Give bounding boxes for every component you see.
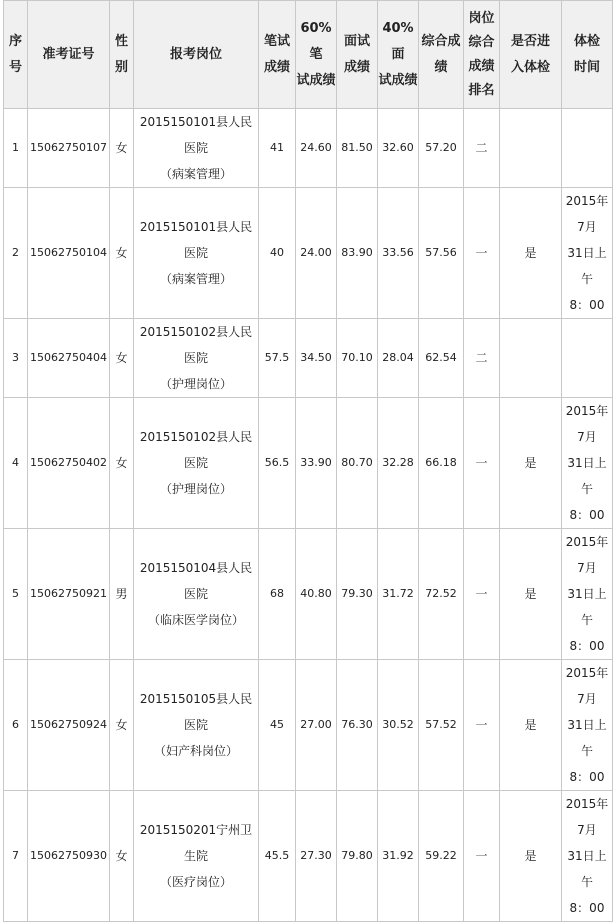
cell-no: 3: [4, 319, 28, 398]
header-no: 序 号: [4, 1, 28, 109]
header-gender: 性 别: [110, 1, 134, 109]
cell-written-60: 34.50: [296, 319, 337, 398]
cell-written: 68: [259, 529, 296, 660]
cell-interview: 81.50: [337, 109, 378, 188]
cell-written-60: 27.00: [296, 660, 337, 791]
cell-interview-40: 33.56: [378, 188, 419, 319]
cell-no: 2: [4, 188, 28, 319]
cell-interview: 79.80: [337, 791, 378, 922]
cell-exam: [500, 109, 562, 188]
cell-rank: 一: [464, 529, 500, 660]
cell-written: 41: [259, 109, 296, 188]
cell-rank: 二: [464, 319, 500, 398]
cell-no: 4: [4, 398, 28, 529]
cell-gender: 女: [110, 188, 134, 319]
cell-id: 15062750921: [28, 529, 110, 660]
cell-exam: 是: [500, 529, 562, 660]
cell-no: 7: [4, 791, 28, 922]
cell-interview-40: 32.28: [378, 398, 419, 529]
cell-gender: 女: [110, 791, 134, 922]
header-written: 笔试 成绩: [259, 1, 296, 109]
header-exam: 是否进 入体检: [500, 1, 562, 109]
cell-interview: 76.30: [337, 660, 378, 791]
table-row: [4, 109, 613, 188]
cell-exam: 是: [500, 791, 562, 922]
cell-written: 56.5: [259, 398, 296, 529]
cell-post: 2015150101县人民医院 （病案管理）: [134, 188, 259, 319]
header-row: [4, 1, 613, 109]
cell-post: 2015150101县人民医院 （病案管理）: [134, 109, 259, 188]
cell-time: 2015年7月 31日上午 8：00: [562, 660, 613, 791]
cell-time: 2015年7月 31日上午 8：00: [562, 791, 613, 922]
header-written-60: 60%笔 试成绩: [296, 1, 337, 109]
cell-interview-40: 31.92: [378, 791, 419, 922]
cell-interview: 70.10: [337, 319, 378, 398]
cell-gender: 女: [110, 660, 134, 791]
cell-written-60: 24.60: [296, 109, 337, 188]
cell-interview: 83.90: [337, 188, 378, 319]
cell-post: 2015150201宁州卫生院 （医疗岗位）: [134, 791, 259, 922]
cell-total: 72.52: [419, 529, 464, 660]
cell-interview: 80.70: [337, 398, 378, 529]
cell-id: 15062750404: [28, 319, 110, 398]
table-row: [4, 791, 613, 922]
cell-written-60: 24.00: [296, 188, 337, 319]
table-row: [4, 319, 613, 398]
cell-exam: 是: [500, 398, 562, 529]
header-post: 报考岗位: [134, 1, 259, 109]
cell-interview-40: 31.72: [378, 529, 419, 660]
cell-interview-40: 30.52: [378, 660, 419, 791]
cell-post: 2015150104县人民医院 （临床医学岗位）: [134, 529, 259, 660]
cell-written: 57.5: [259, 319, 296, 398]
header-rank: 岗位 综合 成绩 排名: [464, 1, 500, 109]
cell-time: 2015年7月 31日上午 8：00: [562, 188, 613, 319]
cell-total: 57.52: [419, 660, 464, 791]
header-interview: 面试 成绩: [337, 1, 378, 109]
cell-written-60: 33.90: [296, 398, 337, 529]
cell-time: 2015年7月 31日上午 8：00: [562, 398, 613, 529]
cell-no: 6: [4, 660, 28, 791]
cell-rank: 二: [464, 109, 500, 188]
cell-no: 1: [4, 109, 28, 188]
cell-interview-40: 32.60: [378, 109, 419, 188]
cell-exam: [500, 319, 562, 398]
cell-rank: 一: [464, 660, 500, 791]
cell-id: 15062750924: [28, 660, 110, 791]
header-time: 体检 时间: [562, 1, 613, 109]
cell-total: 62.54: [419, 319, 464, 398]
cell-id: 15062750104: [28, 188, 110, 319]
cell-interview-40: 28.04: [378, 319, 419, 398]
header-id: 准考证号: [28, 1, 110, 109]
cell-rank: 一: [464, 188, 500, 319]
table-row: [4, 529, 613, 660]
cell-written: 40: [259, 188, 296, 319]
cell-gender: 男: [110, 529, 134, 660]
cell-rank: 一: [464, 398, 500, 529]
cell-time: [562, 109, 613, 188]
cell-written: 45.5: [259, 791, 296, 922]
header-total: 综合成 绩: [419, 1, 464, 109]
cell-post: 2015150105县人民医院 （妇产科岗位）: [134, 660, 259, 791]
cell-written-60: 40.80: [296, 529, 337, 660]
results-table: [3, 0, 613, 922]
cell-interview: 79.30: [337, 529, 378, 660]
cell-gender: 女: [110, 109, 134, 188]
cell-no: 5: [4, 529, 28, 660]
cell-exam: 是: [500, 188, 562, 319]
cell-total: 57.56: [419, 188, 464, 319]
cell-time: [562, 319, 613, 398]
cell-written-60: 27.30: [296, 791, 337, 922]
table-row: [4, 660, 613, 791]
header-interview-40: 40%面 试成绩: [378, 1, 419, 109]
cell-total: 57.20: [419, 109, 464, 188]
cell-gender: 女: [110, 398, 134, 529]
cell-total: 59.22: [419, 791, 464, 922]
table-row: [4, 188, 613, 319]
table-row: [4, 398, 613, 529]
cell-total: 66.18: [419, 398, 464, 529]
cell-exam: 是: [500, 660, 562, 791]
cell-post: 2015150102县人民医院 （护理岗位）: [134, 398, 259, 529]
cell-gender: 女: [110, 319, 134, 398]
cell-id: 15062750107: [28, 109, 110, 188]
cell-post: 2015150102县人民医院 （护理岗位）: [134, 319, 259, 398]
cell-id: 15062750930: [28, 791, 110, 922]
cell-rank: 一: [464, 791, 500, 922]
cell-time: 2015年7月 31日上午 8：00: [562, 529, 613, 660]
cell-written: 45: [259, 660, 296, 791]
cell-id: 15062750402: [28, 398, 110, 529]
